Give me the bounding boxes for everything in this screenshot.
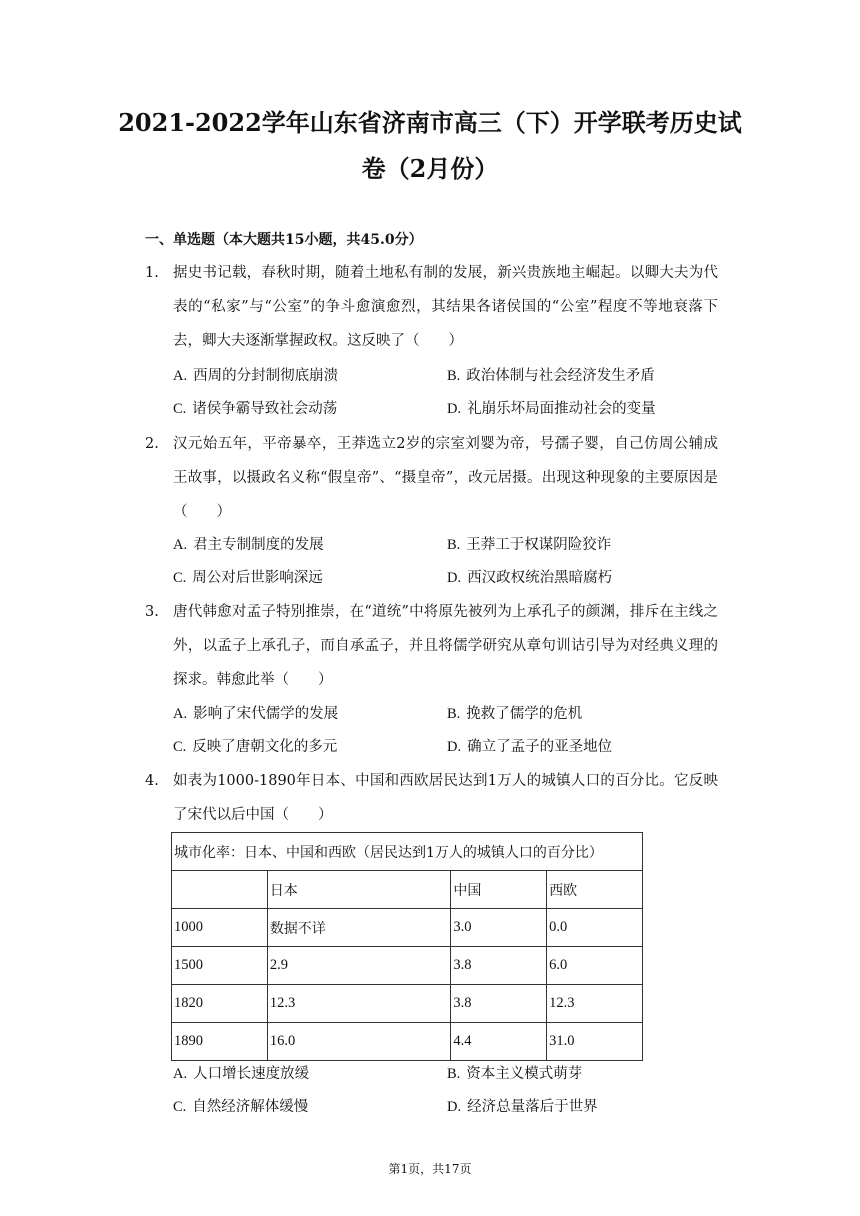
table-caption-row [172,833,643,871]
page-footer: 第1页，共17页 [388,1162,472,1176]
option-text: 诸侯争霸导致社会动荡 [192,401,338,417]
option-text: 礼崩乐坏局面推动社会的变量 [467,401,656,417]
table-header-cell: 西欧 [547,871,643,909]
option-c[interactable] [173,737,337,757]
table-cell: 31.0 [547,1023,643,1061]
question-text: 据史书记载，春秋时期，随着土地私有制的发展，新兴贵族地主崛起。以卿大夫为代表的“私家”与“公室”的争斗愈演愈烈，其结果各诸侯国的“公室”程度不等地衰落下去，卿大夫逐渐掌握政权。这反映了（ ） [173,265,718,349]
table-header-cell [172,871,268,909]
question-text: 如表为1000-1890年日本、中国和西欧居民达到1万人的城镇人口的百分比。它反映了宋代以后中国（ ） [173,773,718,823]
option-a[interactable] [173,535,324,555]
table-row [172,909,643,947]
question-number: 1. [145,265,159,281]
table-row [172,1023,643,1061]
option-text: 资本主义模式萌芽 [466,1066,583,1082]
option-letter: A. [173,368,188,384]
table-cell: 12.3 [547,985,643,1023]
option-text: 君主专制制度的发展 [193,537,324,553]
option-letter: C. [173,570,187,586]
option-letter: B. [447,537,461,553]
option-b[interactable] [447,535,611,555]
option-text: 自然经济解体缓慢 [192,1099,309,1115]
table-cell: 1890 [172,1023,268,1061]
option-letter: D. [447,1099,462,1115]
question-text: 汉元始五年，平帝暴卒，王莽选立2岁的宗室刘婴为帝，号孺子婴，自己仿周公辅成王故事，以摄政名义称“假皇帝”、“摄皇帝”，改元居摄。出现这种现象的主要原因是（ ） [173,436,718,520]
urbanization-table [171,832,643,1061]
question-number: 4. [145,773,159,789]
option-text: 政治体制与社会经济发生矛盾 [466,368,655,384]
table-header-cell: 日本 [267,871,451,909]
option-letter: A. [173,706,188,722]
table-row [172,985,643,1023]
table-cell: 数据不详 [267,909,451,947]
option-c[interactable] [173,568,323,588]
table-cell: 3.8 [451,947,547,985]
option-d[interactable] [447,1097,598,1117]
option-text: 周公对后世影响深远 [192,570,323,586]
table-cell: 0.0 [547,909,643,947]
table-cell: 12.3 [267,985,451,1023]
option-text: 王莽工于权谋阴险狡诈 [466,537,612,553]
option-letter: C. [173,1099,187,1115]
table-cell: 6.0 [547,947,643,985]
option-letter: C. [173,401,187,417]
table-cell: 1000 [172,909,268,947]
option-a[interactable] [173,1064,309,1084]
page-title: 2021-2022学年山东省济南市高三（下）开学联考历史试卷（2月份） [118,108,742,183]
table-cell: 4.4 [451,1023,547,1061]
option-text: 西汉政权统治黑暗腐朽 [467,570,613,586]
option-d[interactable] [447,568,612,588]
option-text: 确立了孟子的亚圣地位 [467,739,613,755]
option-d[interactable] [447,737,612,757]
option-b[interactable] [447,1064,582,1084]
option-letter: B. [447,368,461,384]
option-letter: D. [447,739,462,755]
option-letter: B. [447,1066,461,1082]
option-text: 影响了宋代儒学的发展 [193,706,339,722]
option-letter: D. [447,570,462,586]
option-text: 人口增长速度放缓 [193,1066,310,1082]
option-letter: A. [173,1066,188,1082]
question-text: 唐代韩愈对孟子特别推崇，在“道统”中将原先被列为上承孔子的颜渊，排斥在主线之外，以孟子上承孔子，而自承孟子，并且将儒学研究从章句训诂引导为对经典义理的探求。韩愈此举（ ） [173,604,718,688]
table-caption: 城市化率：日本、中国和西欧（居民达到1万人的城镇人口的百分比） [172,833,643,871]
table-row [172,947,643,985]
section-heading: 一、单选题（本大题共15小题，共45.0分） [145,232,423,248]
table-header-row [172,871,643,909]
table-cell: 3.0 [451,909,547,947]
option-letter: A. [173,537,188,553]
option-text: 经济总量落后于世界 [467,1099,598,1115]
option-a[interactable] [173,366,338,386]
table-header-cell: 中国 [451,871,547,909]
question-number: 2. [145,436,159,452]
table-cell: 16.0 [267,1023,451,1061]
option-c[interactable] [173,1097,308,1117]
table-cell: 1820 [172,985,268,1023]
option-text: 挽救了儒学的危机 [466,706,583,722]
option-letter: B. [447,706,461,722]
option-c[interactable] [173,399,337,419]
option-b[interactable] [447,704,582,724]
table-cell: 2.9 [267,947,451,985]
option-letter: D. [447,401,462,417]
table-cell: 1500 [172,947,268,985]
question-number: 3. [145,604,159,620]
option-a[interactable] [173,704,338,724]
option-letter: C. [173,739,187,755]
option-b[interactable] [447,366,655,386]
table-cell: 3.8 [451,985,547,1023]
option-text: 西周的分封制彻底崩溃 [193,368,339,384]
option-d[interactable] [447,399,656,419]
option-text: 反映了唐朝文化的多元 [192,739,338,755]
